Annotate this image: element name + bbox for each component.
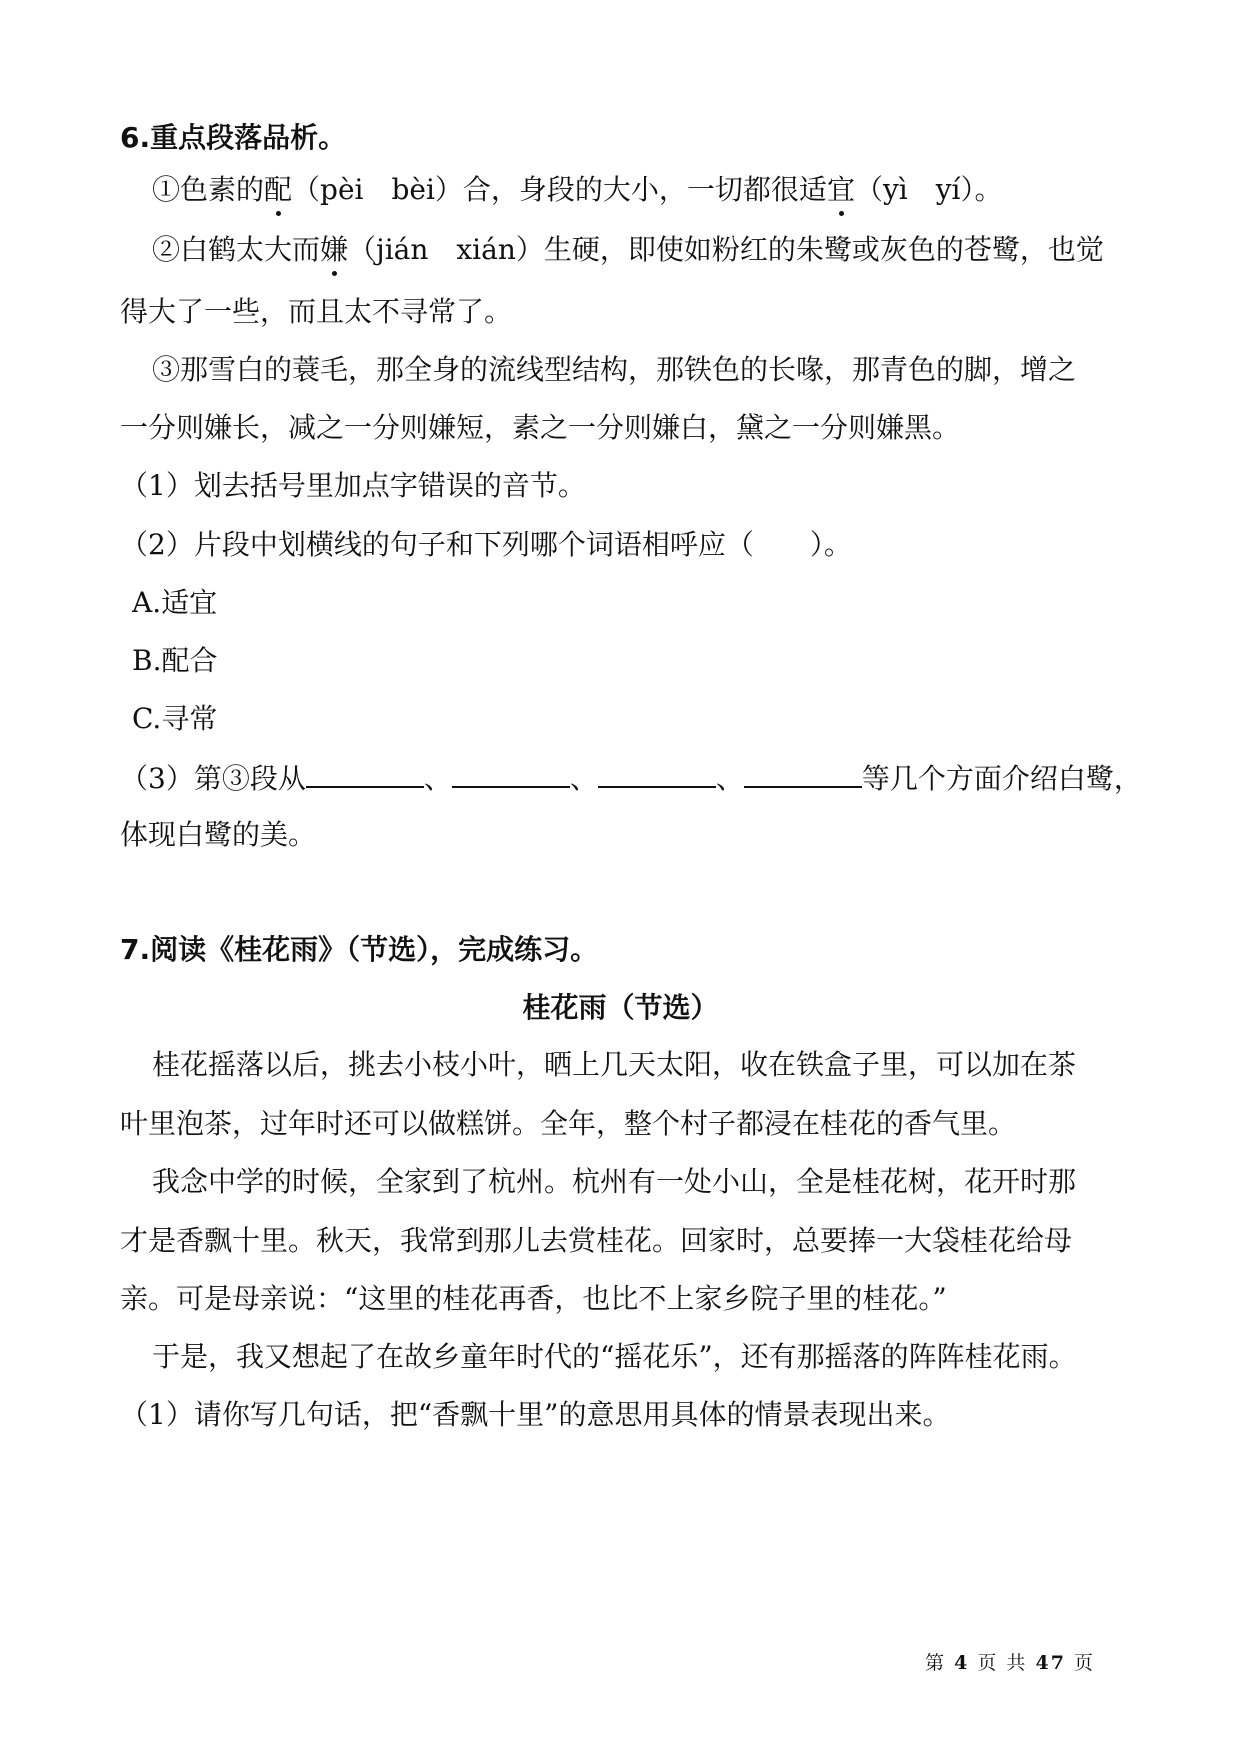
q7-paragraph-1-line-2: 叶里泡茶，过年时还可以做糕饼。全年，整个村子都浸在桂花的香气里。 (120, 1107, 1017, 1140)
separator: 、 (715, 762, 744, 795)
q6-p2-prefix: ②白鹤太大而 (152, 233, 321, 266)
dotted-char-xian: 嫌 (320, 230, 348, 270)
q6-p1-end: （yì yí）。 (854, 173, 1003, 206)
q6-subquestion-3-line-2: 体现白鹭的美。 (120, 818, 317, 851)
q6-subquestion-3 (120, 758, 1142, 799)
q6-sub3-suffix: 等几个方面介绍白鹭， (861, 762, 1142, 795)
question-7-title: 7.阅读《桂花雨》（节选），完成练习。 (120, 933, 599, 966)
q6-p1-prefix: ①色素的 (152, 173, 265, 206)
question-6-title: 6.重点段落品析。 (120, 121, 347, 154)
footer-suffix: 页 (1073, 1652, 1095, 1674)
q6-sub3-prefix: （3）第③段从 (120, 762, 306, 795)
answer-blank-3[interactable] (598, 758, 716, 788)
q6-paragraph-2-line-1 (152, 230, 1162, 270)
footer-middle: 页 共 (977, 1652, 1028, 1674)
q7-paragraph-2-line-1: 我念中学的时候，全家到了杭州。杭州有一处小山，全是桂花树，花开时那 (152, 1165, 1077, 1198)
answer-blank-2[interactable] (452, 758, 570, 788)
separator: 、 (569, 762, 598, 795)
option-c: C.寻常 (132, 702, 218, 735)
separator: 、 (423, 762, 452, 795)
q6-paragraph-1 (152, 170, 1162, 210)
q6-paragraph-2-line-2: 得大了一些，而且太不寻常了。 (120, 295, 513, 328)
q6-subquestion-2: （2）片段中划横线的句子和下列哪个词语相呼应（ ）。 (120, 528, 852, 561)
q6-p2-rest: （jián xián）生硬，即使如粉红的朱鹭或灰色的苍鹭，也觉 (348, 233, 1104, 266)
option-b: B.配合 (132, 644, 218, 677)
q7-paragraph-2-line-2: 才是香飘十里。秋天，我常到那儿去赏桂花。回家时，总要捧一大袋桂花给母 (120, 1224, 1073, 1257)
q6-subquestion-1: （1）划去括号里加点字错误的音节。 (120, 469, 586, 502)
footer-prefix: 第 (925, 1652, 947, 1674)
q6-p1-mid: （pèi bèi）合，身段的大小，一切都很适 (292, 173, 827, 206)
q7-paragraph-2-line-3: 亲。可是母亲说：“这里的桂花再香，也比不上家乡院子里的桂花。” (120, 1282, 947, 1315)
page-number-footer (925, 1651, 1095, 1675)
dotted-char-yi: 宜 (827, 170, 855, 210)
current-page-number: 4 (954, 1652, 970, 1674)
q7-paragraph-1-line-1: 桂花摇落以后，挑去小枝小叶，晒上几天太阳，收在铁盒子里，可以加在茶 (152, 1048, 1077, 1081)
q7-paragraph-3: 于是，我又想起了在故乡童年时代的“摇花乐”，还有那摇落的阵阵桂花雨。 (152, 1340, 1077, 1373)
q7-subquestion-1: （1）请你写几句话，把“香飘十里”的意思用具体的情景表现出来。 (120, 1398, 951, 1431)
article-title: 桂花雨（节选） (522, 991, 719, 1024)
q6-paragraph-3-line-2: 一分则嫌长，减之一分则嫌短，素之一分则嫌白，黛之一分则嫌黑。 (120, 411, 961, 444)
q6-paragraph-3-line-1: ③那雪白的蓑毛，那全身的流线型结构，那铁色的长喙，那青色的脚，增之 (152, 353, 1077, 386)
dotted-char-pei: 配 (264, 170, 292, 210)
answer-blank-4[interactable] (744, 758, 862, 788)
answer-blank-1[interactable] (306, 758, 424, 788)
option-a: A.适宜 (132, 586, 218, 619)
total-page-count: 47 (1035, 1652, 1066, 1674)
